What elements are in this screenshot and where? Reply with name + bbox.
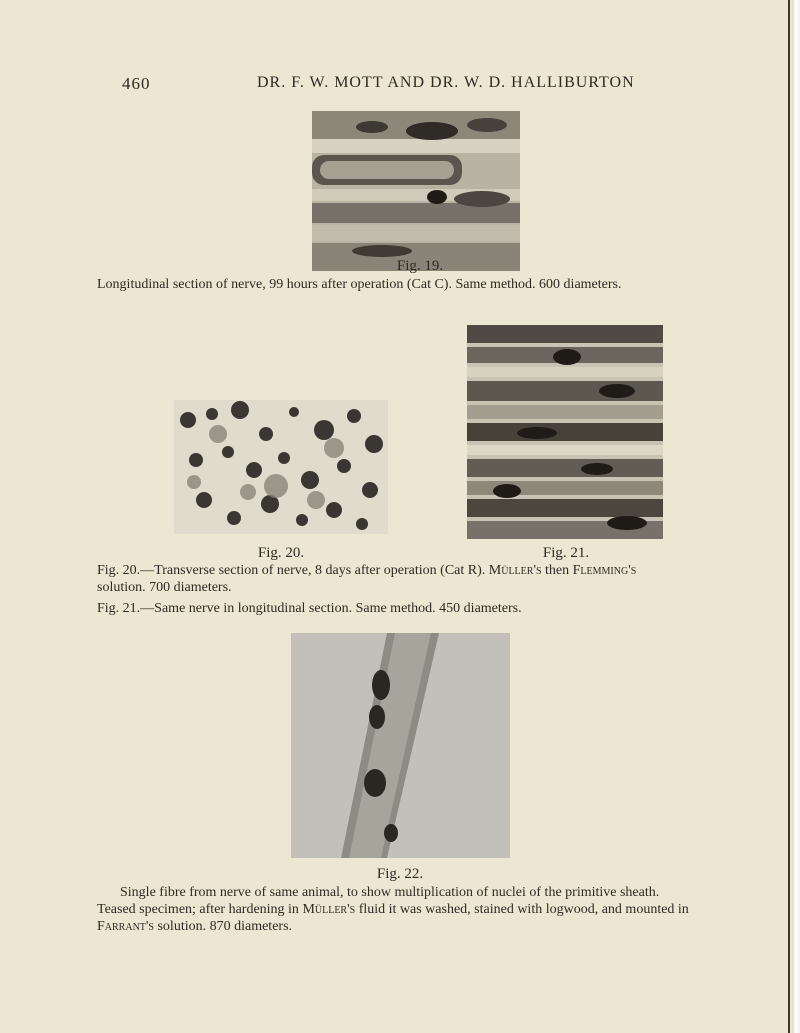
running-head	[0, 74, 800, 96]
caption-text: Fig. 20.—Transverse section of nerve, 8 days after operation (Cat R).	[97, 563, 486, 578]
fig-20-micrograph	[174, 400, 388, 534]
caption-text: Farrant's	[97, 919, 154, 934]
caption-text: Teased specimen; after hardening in	[97, 902, 299, 917]
fig-20-label: Fig. 20.	[257, 545, 305, 561]
caption-text: Fig. 21.—Same nerve in longitudinal section. Same method. 450 diameters.	[97, 601, 522, 616]
fig-22-caption	[97, 884, 717, 935]
fig-19-caption: Longitudinal section of nerve, 99 hours after operation (Cat C). Same method. 600 diameters.	[97, 277, 622, 292]
caption-text: Müller's	[488, 563, 542, 578]
running-title: DR. F. W. MOTT AND DR. W. D. HALLIBURTON	[257, 74, 635, 91]
caption-text: Müller's	[302, 902, 356, 917]
caption-text: Flemming's	[572, 563, 637, 578]
page-number: 460	[122, 74, 151, 93]
caption-text: Single fibre from nerve of same animal, to show multiplication of nuclei of the primitive sheath.	[120, 885, 660, 900]
fig-21-label: Fig. 21.	[542, 545, 590, 561]
fig-20-21-caption	[97, 562, 717, 617]
fig-21-micrograph	[467, 325, 663, 539]
page-border-line	[788, 0, 790, 1033]
fig-22-label: Fig. 22.	[376, 866, 424, 882]
fig-19-label: Fig. 19.	[396, 258, 444, 274]
caption-text: then	[545, 563, 570, 578]
caption-text: fluid it was washed, stained with logwood, and mounted in	[358, 902, 689, 917]
caption-text: solution. 870 diameters.	[157, 919, 293, 934]
fig-22-micrograph	[291, 633, 510, 858]
fig-19-micrograph	[312, 111, 520, 271]
caption-text: solution. 700 diameters.	[97, 580, 232, 595]
page-edge	[792, 0, 800, 1033]
